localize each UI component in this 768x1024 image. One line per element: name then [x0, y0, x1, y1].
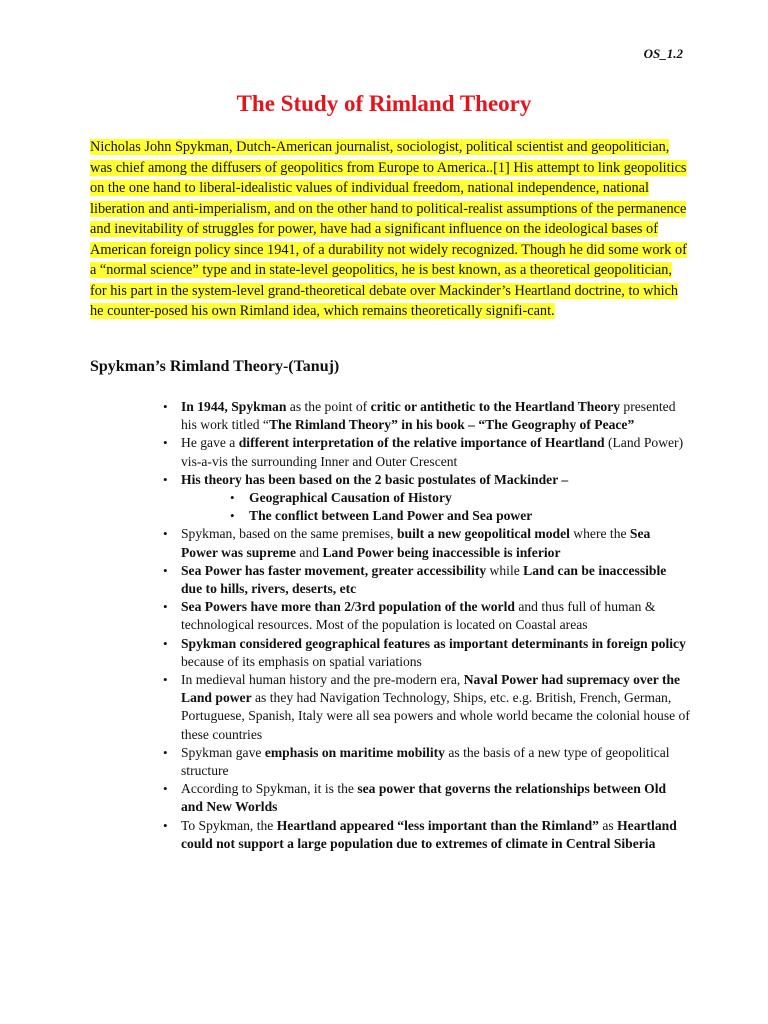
- bold-text: sea power that governs the relationships between Old and New Worlds: [181, 781, 667, 815]
- document-code: OS_1.2: [643, 46, 683, 61]
- bold-text: Sea Powers have more than 2/3rd population of the world: [181, 599, 515, 615]
- text: where the: [569, 526, 630, 542]
- bold-text: Sea Power was supreme: [181, 526, 651, 560]
- list-item: [90, 434, 690, 470]
- bold-text: Geographical Causation of History: [249, 490, 452, 506]
- text: He gave a: [181, 435, 239, 451]
- text: because of its emphasis on spatial variations: [181, 653, 422, 669]
- bold-text: The conflict between Land Power and Sea power: [249, 508, 533, 524]
- bold-text: critic or antithetic to the Heartland Theory: [370, 399, 621, 414]
- list-item: [90, 671, 690, 744]
- bold-text: Land can be inaccessible due to hills, rivers, deserts, etc: [181, 562, 667, 597]
- list-item: [90, 744, 690, 780]
- list-item: [90, 525, 690, 561]
- page-title: The Study of Rimland Theory: [236, 91, 532, 116]
- list-item: [90, 817, 690, 853]
- sub-list-item: [90, 489, 690, 507]
- text: Spykman, based on the same premises,: [181, 526, 397, 542]
- list-item: [90, 562, 690, 598]
- text: as: [598, 817, 618, 833]
- text: presented his work titled “: [181, 399, 676, 433]
- bold-text: In 1944, Spykman: [181, 399, 287, 414]
- bold-text: emphasis on maritime mobility: [264, 744, 445, 760]
- list-item: [90, 398, 690, 434]
- bold-text: Land Power being inaccessible is inferior: [322, 544, 561, 560]
- text: Spykman gave: [181, 744, 265, 760]
- text: According to Spykman, it is the: [181, 781, 358, 797]
- list-item: [90, 780, 690, 816]
- intro-paragraph: [90, 137, 690, 322]
- bold-text: Naval Power had supremacy over the Land power: [181, 672, 681, 706]
- section-heading: Spykman’s Rimland Theory-(Tanuj): [90, 358, 340, 375]
- bold-text: Heartland could not support a large population due to extremes of climate in Central Siberia: [181, 817, 677, 851]
- text: as the point of: [286, 399, 371, 414]
- bold-text: Sea Power has faster movement, greater accessibility: [181, 562, 487, 578]
- bold-text: Heartland appeared “less important than the Rimland”: [276, 817, 599, 833]
- bullet-list: [90, 398, 690, 853]
- text: In medieval human history and the pre-modern era,: [181, 672, 464, 688]
- text: as the basis of a new type of geopolitical structure: [181, 744, 670, 779]
- list-item: [90, 471, 690, 489]
- text: and: [296, 544, 323, 560]
- sub-list-item: [90, 507, 690, 525]
- bold-text: Spykman considered geographical features as important determinants in foreign policy: [181, 635, 686, 651]
- text: as they had Navigation Technology, Ships, etc. e.g. British, French, German, Portuguese, Spanish, Italy were all sea powers and whole world became the colonial house of these countries: [181, 690, 690, 742]
- bold-text: built a new geopolitical model: [396, 526, 570, 542]
- text: and thus full of human & technological resources. Most of the population is located on Coastal areas: [181, 599, 656, 633]
- bold-text: different interpretation of the relative importance of Heartland: [238, 435, 605, 451]
- bold-text: The Rimland Theory” in his book – “The Geography of Peace”: [268, 417, 635, 433]
- text: (Land Power) vis-a-vis the surrounding Inner and Outer Crescent: [181, 435, 684, 469]
- text: while: [486, 562, 524, 578]
- list-item: [90, 635, 690, 671]
- text: To Spykman, the: [181, 817, 277, 833]
- bold-text: His theory has been based on the 2 basic postulates of Mackinder –: [181, 471, 569, 487]
- list-item: [90, 598, 690, 634]
- intro-highlighted-text: Nicholas John Spykman, Dutch-American journalist, sociologist, political scientist and geopolitician, was chief among the diffusers of geopolitics from Europe to America..[1] His attempt to link geopolitics on the one hand to liberal-idealistic values of individual freedom, national independence, national liberation and anti-imperialism, and on the other hand to political-realist assumptions of the permanence and inevitability of struggles for power, have had a significant influence on the ideological bases of American foreign policy since 1941, of a durability not widely recognized. Though he did some work of a “normal science” type and in state-level geopolitics, he is best known, as a theoretical geopolitician, for his part in the system-level grand-theoretical debate over Mackinder’s Heartland doctrine, to which he counter-posed his own Rimland idea, which remains theoretically signifi-cant.: [90, 139, 687, 319]
